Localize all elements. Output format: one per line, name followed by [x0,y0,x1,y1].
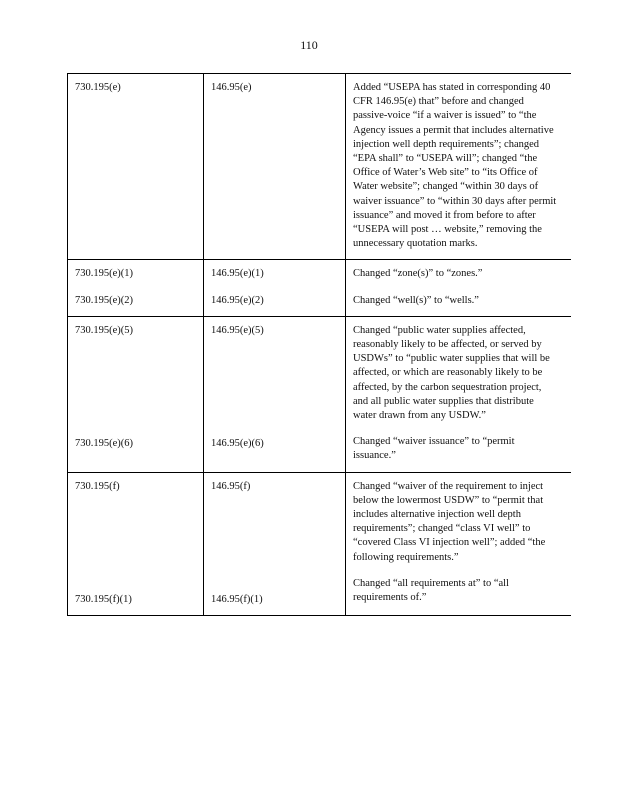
change-description: Changed “zone(s)” to “zones.” [353,268,483,280]
source-ref: 146.95(f) [211,480,251,492]
source-ref: 146.95(e) [211,82,252,93]
table-row [68,260,572,316]
source-ref: 146.95(e)(1) [211,268,264,280]
change-description: Added “USEPA has stated in corresponding 40 CFR 146.95(e) that” before and changed passive-voice “if a waiver is issued” to “the Agency issues a permit that includes alternative injection well depth requirements”; changed “EPA shall” to “USEPA will”; changed “the Office of Water’s Web site” to “its Office of Water website”; changed “within 30 days of waiver issuance” to “within 30 days after permit issuance” and moved it from before to after “USEPA will post … website,” removing the unnecessary quotation marks. [353,82,557,250]
source-cell [204,316,346,472]
change-description: Changed “well(s)” to “wells.” [353,294,479,306]
section-cell [68,260,204,316]
section-ref: 730.195(e)(5) [75,324,134,336]
section-cell [68,472,204,615]
source-ref: 146.95(e)(6) [211,438,264,450]
section-ref: 730.195(f)(1) [75,593,132,605]
section-ref: 730.195(e) [75,82,121,93]
source-ref: 146.95(f)(1) [211,593,263,605]
change-cell [346,316,572,472]
change-cell [346,472,572,615]
change-cell [346,74,572,260]
table-row [68,74,572,260]
table-row [68,472,572,615]
change-description: Changed “waiver issuance” to “permit issuance.” [353,436,515,462]
section-ref: 730.195(e)(6) [75,438,134,450]
section-cell [68,316,204,472]
change-cell [346,260,572,316]
section-ref: 730.195(f) [75,480,120,492]
source-ref: 146.95(e)(2) [211,294,264,306]
source-cell [204,472,346,615]
change-description: Changed “public water supplies affected, reasonably likely to be affected, or served by USDWs” to “public water supplies that will be affected, or which are reasonably likely to be affected, by the carbon sequestration project, and all public water supplies that distribute water drawn from any USDW.” [353,324,550,422]
source-cell [204,260,346,316]
source-cell [204,74,346,260]
section-ref: 730.195(e)(2) [75,294,134,306]
table-row [68,316,572,472]
source-ref: 146.95(e)(5) [211,324,264,336]
section-ref: 730.195(e)(1) [75,268,134,280]
change-description: Changed “all requirements at” to “all requirements of.” [353,577,509,604]
changes-table [67,73,571,616]
change-description: Changed “waiver of the requirement to inject below the lowermost USDW” to “permit that includes alternative injection well depth requirements”; changed “class VI well” to “covered Class VI injection well”; added “the following requirements.” [353,480,546,563]
section-cell [68,74,204,260]
page-number: 110 [300,38,318,52]
